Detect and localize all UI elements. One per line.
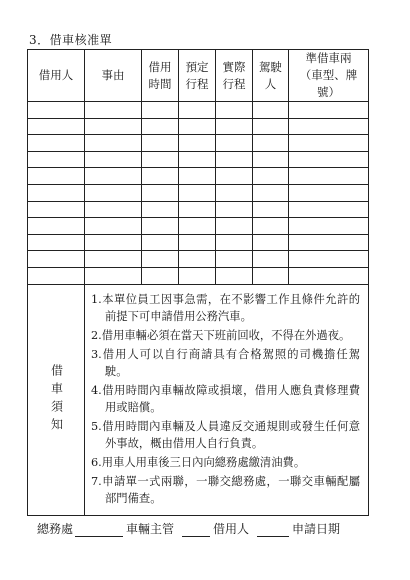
notice-row — [28, 284, 369, 515]
entry-cell[interactable] — [142, 102, 179, 119]
notice-rule: 4.借用時間內車輛故障或損壞，借用人應負責修理費用或賠償。 — [91, 383, 360, 414]
entry-cell[interactable] — [289, 168, 369, 185]
entry-cell[interactable] — [85, 168, 142, 185]
entry-cell[interactable] — [28, 201, 85, 218]
notice-rule: 6.用車人用車後三日內向總務處繳清油費。 — [91, 455, 306, 469]
entry-cell[interactable] — [253, 102, 289, 119]
entry-cell[interactable] — [253, 151, 289, 168]
entry-row — [28, 201, 369, 218]
entry-cell[interactable] — [28, 135, 85, 152]
entry-cell[interactable] — [289, 151, 369, 168]
entry-cell[interactable] — [85, 151, 142, 168]
entry-cell[interactable] — [216, 151, 253, 168]
header-actual-route: 實際 行程 — [216, 50, 253, 102]
entry-cell[interactable] — [253, 234, 289, 251]
entry-cell[interactable] — [179, 201, 216, 218]
entry-cell[interactable] — [216, 184, 253, 201]
entry-cell[interactable] — [289, 218, 369, 235]
entry-row — [28, 168, 369, 185]
entry-cell[interactable] — [142, 135, 179, 152]
entry-cell[interactable] — [85, 218, 142, 235]
entry-row — [28, 135, 369, 152]
entry-cell[interactable] — [289, 201, 369, 218]
entry-cell[interactable] — [142, 218, 179, 235]
entry-cell[interactable] — [179, 118, 216, 135]
entry-cell[interactable] — [179, 267, 216, 284]
entry-cell[interactable] — [253, 135, 289, 152]
entry-row — [28, 118, 369, 135]
entry-cell[interactable] — [28, 234, 85, 251]
borrow-car-approval-table — [27, 49, 369, 516]
entry-cell[interactable] — [179, 102, 216, 119]
entry-cell[interactable] — [142, 251, 179, 268]
entry-cell[interactable] — [253, 251, 289, 268]
entry-cell[interactable] — [85, 267, 142, 284]
entry-cell[interactable] — [142, 234, 179, 251]
entry-cell[interactable] — [216, 234, 253, 251]
entry-cell[interactable] — [179, 151, 216, 168]
notice-rules-list — [85, 285, 368, 515]
entry-cell[interactable] — [289, 251, 369, 268]
entry-cell[interactable] — [289, 184, 369, 201]
entry-cell[interactable] — [216, 218, 253, 235]
entry-cell[interactable] — [216, 267, 253, 284]
entry-cell[interactable] — [28, 267, 85, 284]
entry-cell[interactable] — [216, 251, 253, 268]
entry-cell[interactable] — [216, 118, 253, 135]
entry-cell[interactable] — [85, 251, 142, 268]
entry-row — [28, 184, 369, 201]
header-approved-vehicle: 準借車兩 （車型、牌 號） — [289, 50, 369, 102]
entry-cell[interactable] — [253, 218, 289, 235]
entry-row — [28, 102, 369, 119]
header-borrow-time: 借用 時間 — [142, 50, 179, 102]
borrower-label: 借用人 — [213, 522, 250, 536]
notice-label: 借車須知 — [49, 363, 64, 436]
entry-cell[interactable] — [142, 168, 179, 185]
entry-row — [28, 267, 369, 284]
entry-cell[interactable] — [28, 151, 85, 168]
entry-cell[interactable] — [253, 267, 289, 284]
entry-cell[interactable] — [142, 118, 179, 135]
header-planned-route: 預定 行程 — [179, 50, 216, 102]
entry-cell[interactable] — [28, 218, 85, 235]
entry-cell[interactable] — [216, 102, 253, 119]
notice-rule: 7.申請單一式兩聯，一聯交總務處，一聯交車輛配屬部門備查。 — [91, 474, 360, 505]
entry-cell[interactable] — [253, 118, 289, 135]
entry-cell[interactable] — [179, 251, 216, 268]
notice-rule: 5.借用時間內車輛及人員違反交通規則或發生任何意外事故，概由借用人自行負責。 — [91, 419, 360, 450]
entry-cell[interactable] — [289, 135, 369, 152]
entry-cell[interactable] — [179, 218, 216, 235]
notice-rule: 2.借用車輛必須在當天下班前回收，不得在外過夜。 — [91, 328, 351, 342]
entry-cell[interactable] — [179, 184, 216, 201]
entry-cell[interactable] — [289, 102, 369, 119]
entry-cell[interactable] — [179, 234, 216, 251]
signature-footer — [37, 520, 377, 537]
entry-cell[interactable] — [253, 184, 289, 201]
general-affairs-signature-line[interactable] — [75, 524, 123, 537]
header-row — [28, 50, 369, 102]
entry-cell[interactable] — [85, 102, 142, 119]
entry-cell[interactable] — [216, 168, 253, 185]
header-reason: 事由 — [85, 50, 142, 102]
entry-cell[interactable] — [216, 135, 253, 152]
entry-cell[interactable] — [253, 168, 289, 185]
header-borrower: 借用人 — [28, 50, 85, 102]
form-title: 3．借車核准單 — [29, 33, 113, 47]
entry-cell[interactable] — [253, 201, 289, 218]
entry-cell[interactable] — [142, 151, 179, 168]
entry-cell[interactable] — [142, 184, 179, 201]
header-driver: 駕駛 人 — [253, 50, 289, 102]
entry-cell[interactable] — [216, 201, 253, 218]
entry-cell[interactable] — [28, 102, 85, 119]
vehicle-supervisor-label: 車輛主管 — [126, 522, 175, 536]
entry-cell[interactable] — [28, 251, 85, 268]
entry-cell[interactable] — [142, 267, 179, 284]
entry-cell[interactable] — [85, 184, 142, 201]
entry-row — [28, 218, 369, 235]
entry-cell[interactable] — [289, 118, 369, 135]
entry-cell[interactable] — [28, 184, 85, 201]
entry-cell[interactable] — [142, 201, 179, 218]
notice-rule: 1.本單位員工因事急需，在不影響工作且條件允許的前提下可申請借用公務汽車。 — [91, 292, 360, 323]
general-affairs-label: 總務處 — [37, 522, 74, 536]
entry-cell[interactable] — [289, 234, 369, 251]
apply-date-label: 申請日期 — [292, 522, 341, 536]
notice-rule: 3.借用人可以自行商請具有合格駕照的司機擔任駕駛。 — [91, 347, 360, 378]
entry-cell[interactable] — [179, 168, 216, 185]
entry-cell[interactable] — [85, 201, 142, 218]
entry-row — [28, 251, 369, 268]
entry-cell[interactable] — [85, 118, 142, 135]
entry-cell[interactable] — [179, 135, 216, 152]
notice-content-cell — [85, 284, 369, 515]
entry-cell[interactable] — [28, 168, 85, 185]
notice-label-cell — [28, 284, 85, 515]
vehicle-supervisor-signature-line[interactable] — [182, 524, 210, 537]
entry-cell[interactable] — [28, 118, 85, 135]
entry-row — [28, 151, 369, 168]
entry-cell[interactable] — [85, 234, 142, 251]
entry-row — [28, 234, 369, 251]
borrower-signature-line[interactable] — [257, 524, 289, 537]
entry-cell[interactable] — [85, 135, 142, 152]
entry-cell[interactable] — [289, 267, 369, 284]
